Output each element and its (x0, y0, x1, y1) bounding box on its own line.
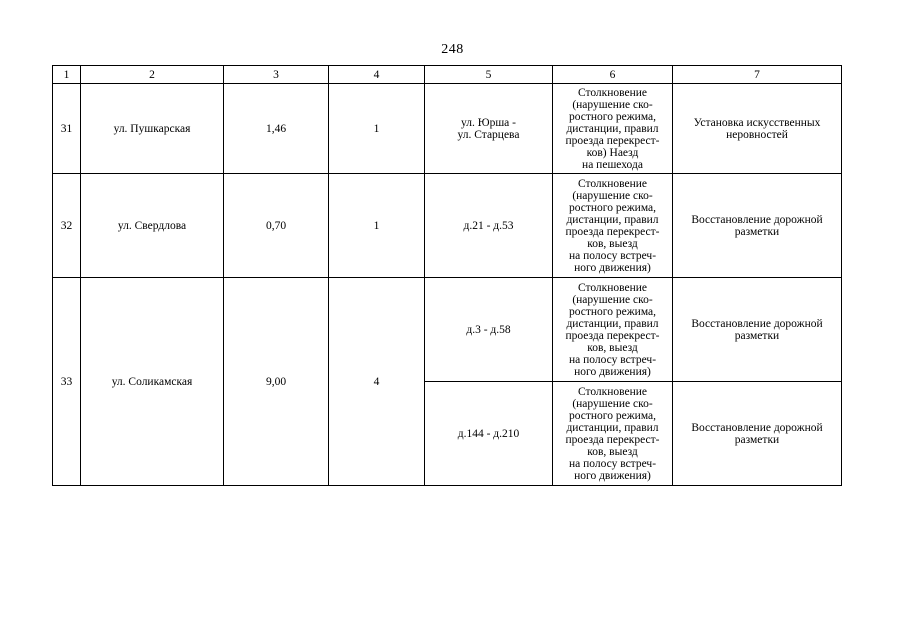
accident-count-cell: 4 (329, 278, 425, 486)
column-header: 7 (673, 66, 842, 84)
accident-type-cell: Столкновение (нарушение ско- ростного режима, дистанции, правил проезда перекрест- ков, выезд на полосу встреч- ного движения) (553, 174, 673, 278)
street-name-cell: ул. Соликамская (81, 278, 224, 486)
measure-cell: Восстановление дорожной разметки (673, 382, 842, 486)
column-header: 4 (329, 66, 425, 84)
accident-type-cell: Столкновение (нарушение ско- ростного режима, дистанции, правил проезда перекрест- ков, выезд на полосу встреч- ного движения) (553, 278, 673, 382)
accident-count-cell: 1 (329, 84, 425, 174)
section-location-cell: ул. Юрша - ул. Старцева (425, 84, 553, 174)
table-row (53, 84, 842, 174)
column-header: 6 (553, 66, 673, 84)
section-location-cell: д.144 - д.210 (425, 382, 553, 486)
accident-table (52, 65, 842, 486)
row-number-cell: 31 (53, 84, 81, 174)
column-header: 5 (425, 66, 553, 84)
length-km-cell: 9,00 (224, 278, 329, 486)
table-row (53, 174, 842, 278)
column-header: 3 (224, 66, 329, 84)
table-row (53, 278, 842, 382)
length-km-cell: 1,46 (224, 84, 329, 174)
measure-cell: Установка искусственных неровностей (673, 84, 842, 174)
length-km-cell: 0,70 (224, 174, 329, 278)
page-number: 248 (441, 42, 464, 57)
column-header: 1 (53, 66, 81, 84)
row-number-cell: 32 (53, 174, 81, 278)
accident-type-cell: Столкновение (нарушение ско- ростного режима, дистанции, правил проезда перекрест- ков, выезд на полосу встреч- ного движения) (553, 382, 673, 486)
row-number-cell: 33 (53, 278, 81, 486)
section-location-cell: д.3 - д.58 (425, 278, 553, 382)
measure-cell: Восстановление дорожной разметки (673, 174, 842, 278)
column-number-row (53, 66, 842, 84)
street-name-cell: ул. Свердлова (81, 174, 224, 278)
section-location-cell: д.21 - д.53 (425, 174, 553, 278)
accident-type-cell: Столкновение (нарушение ско- ростного режима, дистанции, правил проезда перекрест- ков) Наезд на пешехода (553, 84, 673, 174)
street-name-cell: ул. Пушкарская (81, 84, 224, 174)
column-header: 2 (81, 66, 224, 84)
measure-cell: Восстановление дорожной разметки (673, 278, 842, 382)
accident-count-cell: 1 (329, 174, 425, 278)
